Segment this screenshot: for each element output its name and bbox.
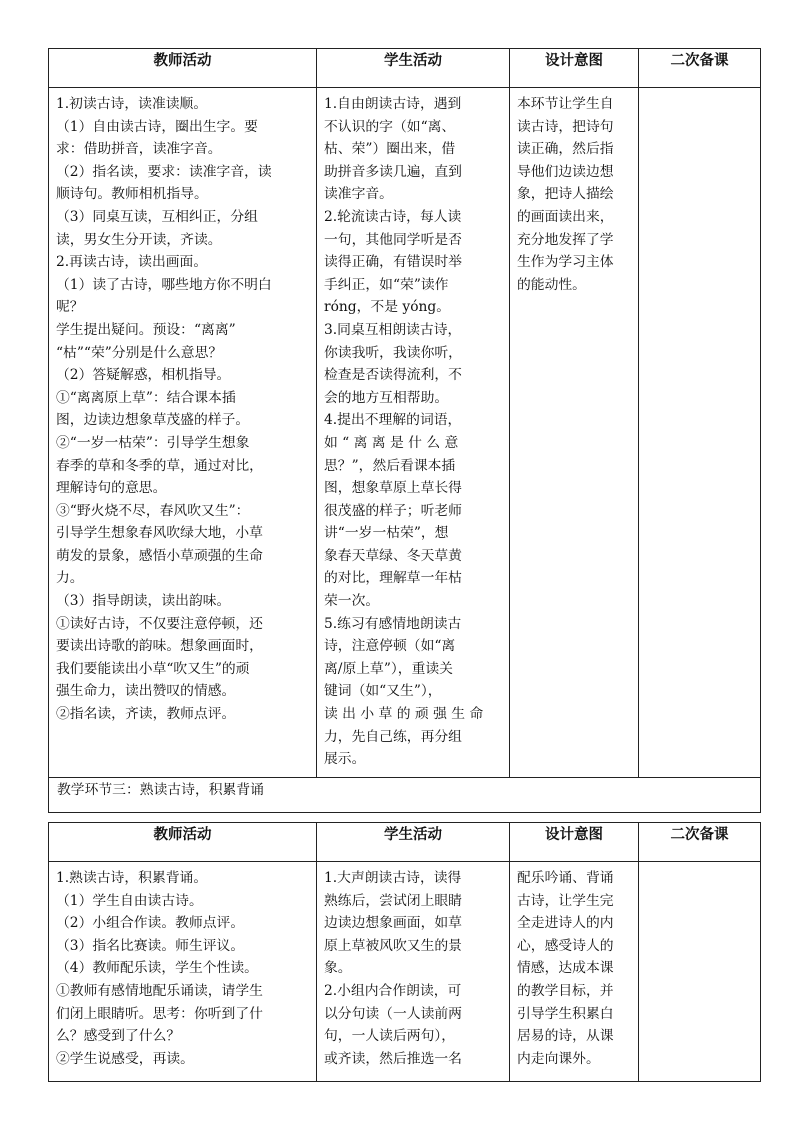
text-line: 思？”，然后看课本插 — [324, 457, 456, 474]
text-line: 读，男女生分开读，齐读。 — [56, 231, 222, 248]
text-line: 理解诗句的意思。 — [56, 480, 167, 497]
text-line: 心，感受诗人的 — [517, 937, 614, 954]
text-line: 情感，达成本课 — [517, 960, 614, 977]
header-second-preparation: 二次备课 — [639, 49, 761, 88]
text-line: 的对比，理解草一年枯 — [324, 570, 462, 587]
student-activity-cell-2 — [317, 862, 510, 1082]
text-line: 象春天草绿、冬天草黄 — [324, 547, 462, 564]
text-line: 一句，其他同学听是否 — [324, 231, 462, 248]
text-line: 的画面读出来， — [517, 208, 614, 225]
text-line: 键词（如“又生”）， — [324, 683, 442, 700]
text-line: 学生提出疑问。预设：“离离” — [56, 321, 236, 338]
header-second-preparation-2: 二次备课 — [639, 823, 761, 862]
text-line: 引导学生想象春风吹绿大地，小草 — [56, 525, 263, 542]
text-line: 助拼音多读几遍，直到 — [324, 163, 462, 180]
text-line: （2）小组合作读。教师点评。 — [56, 915, 245, 932]
teacher-activity-cell — [49, 88, 317, 778]
design-intent-cell-2 — [510, 862, 639, 1082]
text-line: 我们要能读出小草“吹又生”的顽 — [56, 660, 250, 677]
text-line: 2.小组内合作朗读，可 — [324, 982, 462, 999]
text-line: 充分地发挥了学 — [517, 231, 614, 248]
text-line: 以分句读（一人读前两 — [324, 1005, 462, 1022]
text-line: 象，把诗人描绘 — [517, 186, 614, 203]
text-line: 读 出 小 草 的 顽 强 生 命 — [324, 706, 484, 723]
text-line: 手纠正，如“荣”读作 — [324, 276, 449, 293]
text-line: 导他们边读边想 — [517, 163, 614, 180]
text-line: 求：借助拼音，读准字音。 — [56, 141, 222, 158]
second-preparation-cell — [639, 88, 761, 778]
header-row-2 — [49, 823, 761, 862]
lesson-table-part-1 — [48, 48, 761, 813]
text-line: 生作为学习主体 — [517, 254, 614, 271]
text-line: “枯”“荣”分别是什么意思？ — [56, 344, 223, 361]
text-line: 讲“一岁一枯荣”，想 — [324, 525, 449, 542]
text-line: 诗，注意停顿（如“离 — [324, 638, 456, 655]
text-line: （1）学生自由读古诗。 — [56, 892, 203, 909]
text-line: 们闭上眼睛听。思考：你听到了什 — [56, 1005, 263, 1022]
text-line: 如 “ 离 离 是 什 么 意 — [324, 434, 459, 451]
text-line: （2）指名读，要求：读准字音，读 — [56, 163, 272, 180]
text-line: 图，想象草原上草长得 — [324, 480, 462, 497]
text-line: （1）读了古诗，哪些地方你不明白 — [56, 276, 272, 293]
text-line: 枯、荣”）圈出来，借 — [324, 141, 456, 158]
text-line: ③“野火烧不尽，春风吹又生”： — [56, 502, 250, 519]
student-activity-cell — [317, 88, 510, 778]
text-line: （3）同桌互读，互相纠正，分组 — [56, 208, 258, 225]
content-row-1 — [49, 88, 761, 778]
text-line: 1.熟读古诗，积累背诵。 — [56, 870, 208, 886]
text-line: 会的地方互相帮助。 — [324, 389, 449, 406]
text-line: 边读边想象画面，如草 — [324, 915, 462, 932]
text-line: 检查是否读得流利，不 — [324, 367, 462, 384]
text-line: ②“一岁一枯荣”：引导学生想象 — [56, 434, 250, 451]
text-line: 萌发的景象，感悟小草顽强的生命 — [56, 547, 263, 564]
text-line: 你读我听，我读你听， — [324, 344, 462, 361]
text-line: 力，先自己练，再分组 — [324, 728, 462, 745]
text-line: 很茂盛的样子；听老师 — [324, 502, 462, 519]
text-line: （3）指导朗读，读出韵味。 — [56, 593, 231, 610]
text-line: 强生命力，读出赞叹的情感。 — [56, 683, 236, 700]
text-line: 或齐读，然后推选一名 — [324, 1050, 462, 1067]
text-line: 居易的诗，从课 — [517, 1028, 614, 1045]
text-line: 要读出诗歌的韵味。想象画面时， — [56, 638, 263, 655]
header-design-intent-2: 设计意图 — [510, 823, 639, 862]
text-line: 图，边读边想象草茂盛的样子。 — [56, 412, 250, 429]
text-line: 3.同桌互相朗读古诗， — [324, 321, 462, 338]
text-line: （3）指名比赛读。师生评议。 — [56, 937, 245, 954]
text-line: 读正确，然后指 — [517, 141, 614, 158]
text-line: 不认识的字（如“离、 — [324, 118, 456, 135]
text-line: 么？感受到了什么？ — [56, 1028, 181, 1045]
text-line: ①教师有感情地配乐诵读，请学生 — [56, 982, 263, 999]
header-student-activity: 学生活动 — [317, 49, 510, 88]
text-line: 引导学生积累白 — [517, 1005, 614, 1022]
text-line: ②学生说感受，再读。 — [56, 1050, 194, 1067]
header-design-intent: 设计意图 — [510, 49, 639, 88]
text-line: 的能动性。 — [517, 276, 586, 293]
text-line: ②指名读，齐读，教师点评。 — [56, 706, 236, 723]
text-line: 本环节让学生自 — [517, 96, 614, 112]
lesson-table-part-2 — [48, 822, 761, 1082]
text-line: 力。 — [56, 570, 84, 587]
second-preparation-cell-2 — [639, 862, 761, 1082]
text-line: （4）教师配乐读，学生个性读。 — [56, 960, 258, 977]
text-line: 读得正确，有错误时举 — [324, 254, 462, 271]
text-line: 配乐吟诵、背诵 — [517, 870, 614, 886]
text-line: 4.提出不理解的词语， — [324, 412, 462, 429]
header-teacher-activity-2: 教师活动 — [49, 823, 317, 862]
text-line: （2）答疑解惑，相机指导。 — [56, 367, 231, 384]
text-line: 原上草被风吹又生的景 — [324, 937, 462, 954]
text-line: （1）自由读古诗，圈出生字。要 — [56, 118, 258, 135]
text-line: 读古诗，把诗句 — [517, 118, 614, 135]
text-line: 的教学目标，并 — [517, 982, 614, 999]
text-line: róng，不是 yóng。 — [324, 299, 451, 316]
teacher-activity-cell-2 — [49, 862, 317, 1082]
text-line: 5.练习有感情地朗读古 — [324, 615, 462, 632]
text-line: 全走进诗人的内 — [517, 915, 614, 932]
text-line: 熟练后，尝试闭上眼睛 — [324, 892, 462, 909]
content-row-2 — [49, 862, 761, 1082]
header-student-activity-2: 学生活动 — [317, 823, 510, 862]
header-row — [49, 49, 761, 88]
text-line: 1.初读古诗，读准读顺。 — [56, 96, 208, 112]
text-line: 1.大声朗读古诗，读得 — [324, 870, 462, 886]
text-line: 读准字音。 — [324, 186, 393, 203]
text-line: 顺诗句。教师相机指导。 — [56, 186, 208, 203]
text-line: 象。 — [324, 960, 352, 977]
text-line: 2.再读古诗，读出画面。 — [56, 254, 208, 271]
text-line: 离/原上草”），重读关 — [324, 660, 453, 677]
section-title: 教学环节三：熟读古诗，积累背诵 — [49, 777, 761, 812]
text-line: 展示。 — [324, 751, 366, 768]
section-row — [49, 777, 761, 812]
text-line: 1.自由朗读古诗，遇到 — [324, 96, 462, 112]
design-intent-cell — [510, 88, 639, 778]
text-line: 内走向课外。 — [517, 1050, 600, 1067]
text-line: 呢？ — [56, 299, 84, 316]
text-line: 荣一次。 — [324, 593, 380, 610]
text-line: 2.轮流读古诗，每人读 — [324, 208, 462, 225]
text-line: ①“离离原上草”：结合课本插 — [56, 389, 236, 406]
text-line: ①读好古诗，不仅要注意停顿，还 — [56, 615, 263, 632]
header-teacher-activity: 教师活动 — [49, 49, 317, 88]
text-line: 春季的草和冬季的草，通过对比， — [56, 457, 263, 474]
text-line: 古诗，让学生完 — [517, 892, 614, 909]
text-line: 句，一人读后两句）， — [324, 1028, 456, 1045]
